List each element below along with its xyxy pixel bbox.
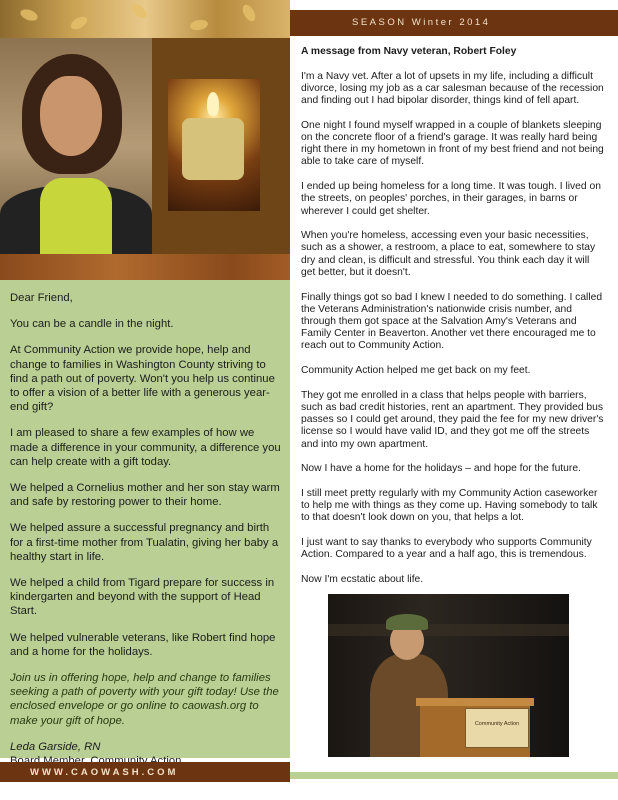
letter-example: We helped assure a successful pregnancy and birth for a first-time mother from Tualatin, giving her baby a healthy start in life. [10,522,279,563]
article-paragraph: I'm a Navy vet. After a lot of upsets in my life, including a difficult divorce, losing my job as a car salesman because of the recession and finding out I had bipolar disorder, things kind of fell apart. [301,70,604,107]
letter-examples-intro: I am pleased to share a few examples of how we made a difference in your community, a difference you can help create with a gift today. [10,427,281,468]
letter-appeal: Join us in offering hope, help and change to families seeking a path of poverty with your gift today! Use the enclosed envelope or go online to caowash.org to make your gift of hope. [10,672,279,727]
article-paragraph: When you're homeless, accessing even your basic necessities, such as a shower, a restroom, a place to eat, somewhere to stay dry and clean, is difficult and stressful. You think each day it will get better, but it doesn't. [301,230,596,278]
footer-stripe [290,772,618,779]
flame-icon [207,92,219,116]
season-label: SEASON Winter 2014 [352,17,491,28]
website-link[interactable]: WWW.CAOWASH.COM [30,767,179,778]
speaker-photo [328,594,569,757]
candle-icon [182,118,244,180]
letter-intro: At Community Action we provide hope, help and change to families in Washington County striving to find a path out of poverty. Won't you help us continue to offer a vision of a better life with a generous year-end gift? [10,344,275,414]
article-title: A message from Navy veteran, Robert Foley [301,46,517,57]
letter-lead: You can be a candle in the night. [10,318,174,331]
podium-sign-text: Community Action [474,721,520,727]
letter-example: We helped a child from Tigard prepare for success in kindergarten and beyond with the support of Head Start. [10,577,275,618]
letter-example: We helped vulnerable veterans, like Robert find hope and a home for the holidays. [10,631,276,658]
veteran-story [301,46,605,599]
article-paragraph: Now I have a home for the holidays – and hope for the future. [301,463,581,475]
portrait-photo [0,38,152,254]
leaf-banner [0,0,290,38]
podium-sign [465,708,529,748]
donor-letter [10,291,282,768]
article-paragraph: Community Action helped me get back on my feet. [301,365,531,377]
wood-divider [0,254,290,280]
letter-greeting: Dear Friend, [10,292,73,304]
article-paragraph: They got me enrolled in a class that helps people with barriers, such as bad credit histories, rent an apartment. They provided bus passes so I could get around, they paid the fee for my new driver's license so I would have valid ID, and they got me off the streets and into my own apartment. [301,389,604,450]
article-paragraph: I still meet pretty regularly with my Community Action caseworker to help me with things as they come up. Having somebody to talk to that doesn't look down on you, that helps a lot. [301,487,598,524]
signature-name: Leda Garside, RN [10,740,101,753]
article-paragraph: I just want to say thanks to everybody who supports Community Action. Compared to a year and a half ago, this is tremendous. [301,537,592,561]
article-paragraph: Finally things got so bad I knew I needed to do something. I called the Veterans Administration's nationwide crisis number, and through them got space at the Salvation Amy's Veterans and Family Center in Beaverton. Another vet there encouraged me to reach out to Community Action. [301,291,603,352]
article-paragraph: One night I found myself wrapped in a couple of blankets sleeping on the concrete floor of a friend's garage. It was really hard being right there in my hometown in front of my best friend and not being able to take care of myself. [301,119,604,168]
article-paragraph: Now I'm ecstatic about life. [301,574,424,585]
letter-example: We helped a Cornelius mother and her son stay warm and safe by restoring power to their home. [10,482,280,509]
article-paragraph: I ended up being homeless for a long time. It was tough. I lived on the streets, on peoples' porches, in their garages, in barns or wherever I could get shelter. [301,181,601,217]
